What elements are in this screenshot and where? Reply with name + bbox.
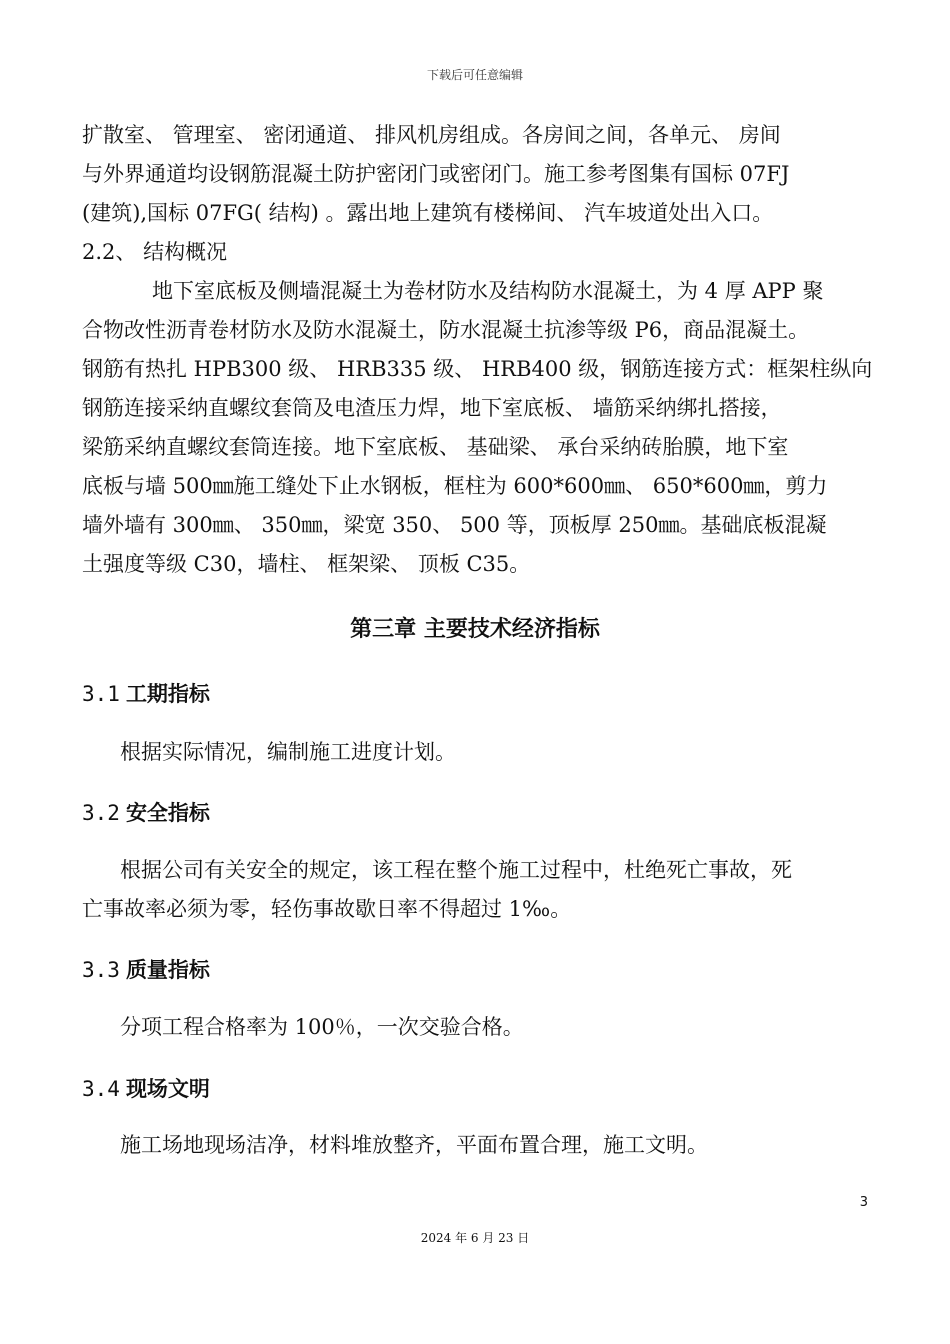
structure-overview-text	[82, 116, 872, 584]
text-line: 扩散室、 管理室、 密闭通道、 排风机房组成。各房间之间，各单元、 房间	[82, 123, 781, 147]
section-text	[82, 851, 872, 929]
page-header: 下载后可任意编辑	[426, 68, 523, 82]
section-text: 根据实际情况，编制施工进度计划。	[120, 740, 456, 764]
text-line: 墙外墙有 300㎜、 350㎜，梁宽 350、 500 等，顶板厚 250㎜。基础底板混凝	[82, 513, 827, 537]
text-line: 根据公司有关安全的规定，该工程在整个施工过程中，杜绝死亡事故，死	[120, 858, 792, 882]
text-line: 底板与墙 500㎜施工缝处下止水钢板，框柱为 600*600㎜、 650*600㎜，剪力	[82, 474, 828, 498]
footer-date: 2024 年 6 月 23 日	[420, 1231, 530, 1245]
chapter-title: 第三章 主要技术经济指标	[350, 617, 600, 642]
section-title: 现场文明	[125, 1077, 210, 1101]
section-text: 施工场地现场洁净，材料堆放整齐，平面布置合理，施工文明。	[120, 1133, 708, 1157]
section-heading-3-1	[82, 678, 210, 708]
text-line: 梁筋采纳直螺纹套筒连接。地下室底板、 基础梁、 承台采纳砖胎膜，地下室	[82, 435, 789, 459]
section-heading-2-2: 2.2、 结构概况	[82, 240, 228, 264]
text-line: 与外界通道均设钢筋混凝土防护密闭门或密闭门。施工参考图集有国标 07FJ	[82, 162, 790, 186]
text-line: 合物改性沥青卷材防水及防水混凝土，防水混凝土抗渗等级 P6，商品混凝土。	[82, 318, 810, 342]
section-number: 3.2	[82, 801, 120, 825]
text-line: 钢筋连接采纳直螺纹套筒及电渣压力焊，地下室底板、 墙筋采纳绑扎搭接，	[82, 396, 782, 420]
text-line: (建筑),国标 07FG( 结构) 。露出地上建筑有楼梯间、 汽车坡道处出入口。	[82, 201, 774, 225]
text-line: 钢筋有热扎 HPB300 级、 HRB335 级、 HRB400 级，钢筋连接方式：框架柱纵向	[82, 357, 873, 381]
section-number: 3.3	[82, 958, 120, 982]
section-title: 安全指标	[125, 801, 210, 825]
section-number: 3.1	[82, 682, 120, 706]
section-text: 分项工程合格率为 100％，一次交验合格。	[120, 1015, 524, 1039]
section-title: 工期指标	[125, 682, 210, 706]
section-heading-3-3	[82, 954, 210, 984]
text-line: 土强度等级 C30，墙柱、 框架梁、 顶板 C35。	[82, 552, 531, 576]
section-title: 质量指标	[125, 958, 210, 982]
text-line: 亡事故率必须为零，轻伤事故歇日率不得超过 1‰。	[82, 897, 572, 921]
section-heading-3-2	[82, 797, 210, 827]
text-line: 地下室底板及侧墙混凝土为卷材防水及结构防水混凝土，为 4 厚 APP 聚	[152, 279, 824, 303]
page-number: 3	[859, 1195, 868, 1210]
section-number: 3.4	[82, 1077, 120, 1101]
section-heading-3-4	[82, 1073, 210, 1103]
